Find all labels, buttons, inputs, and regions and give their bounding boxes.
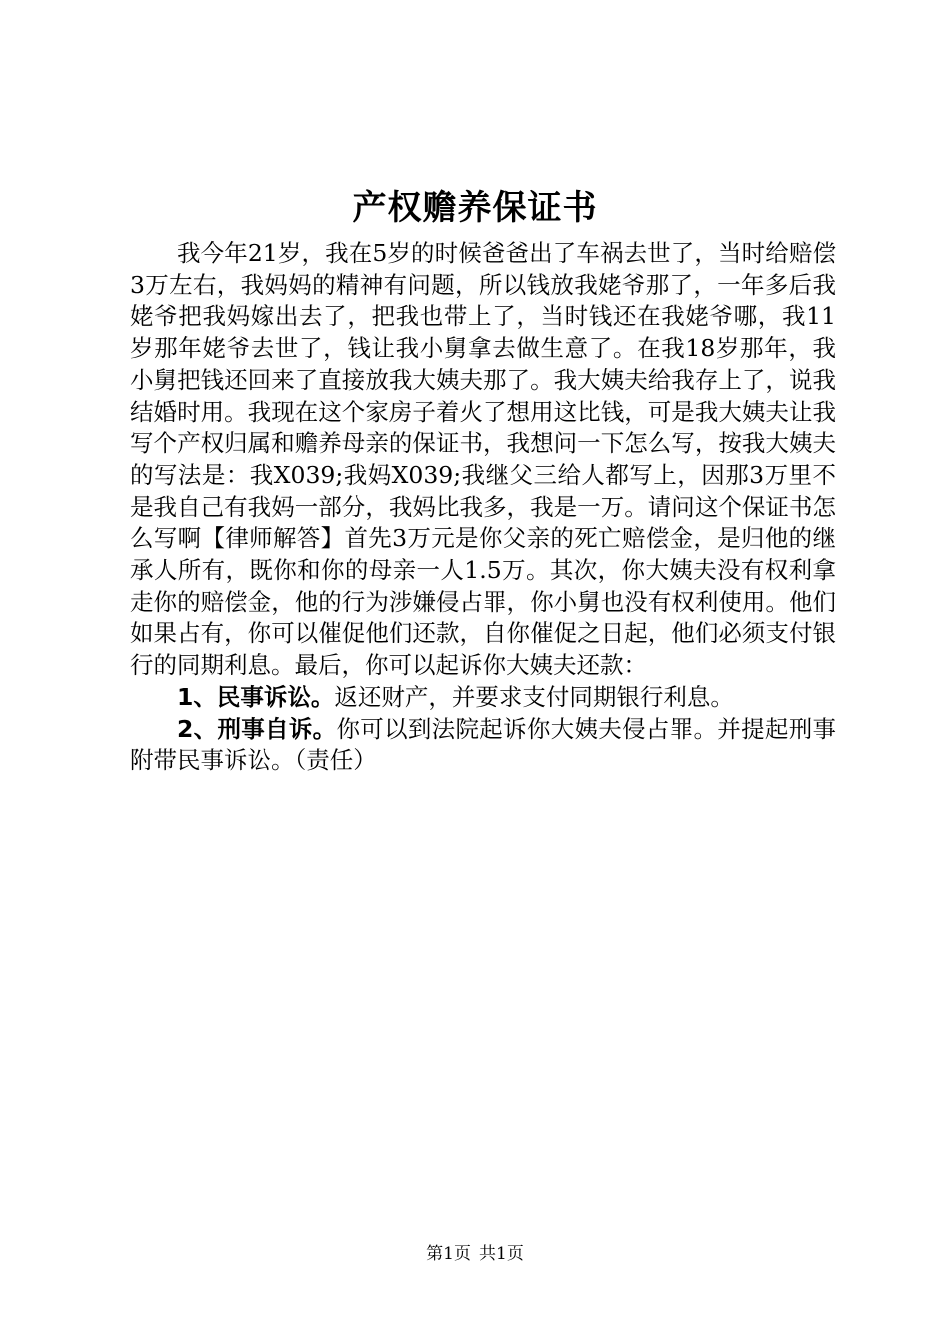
page-footer bbox=[0, 1243, 950, 1265]
item-text-civil: 返还财产，并要求支付同期银行利息。 bbox=[334, 682, 734, 711]
page-number: 第1页 bbox=[426, 1244, 471, 1264]
item-heading-civil: 1、民事诉讼。 bbox=[177, 682, 335, 711]
item-text-criminal: 你可以到法院起诉你大姨夫侵占罪。并提起刑事附带民事诉讼。（责任） bbox=[130, 714, 836, 775]
document-title: 产权赡养保证书 bbox=[352, 188, 598, 228]
document-body bbox=[130, 238, 836, 777]
page-total: 共1页 bbox=[479, 1244, 524, 1264]
list-item-criminal-suit bbox=[130, 714, 836, 777]
item-heading-criminal: 2、刑事自诉。 bbox=[177, 714, 337, 743]
main-paragraph: 我今年21岁，我在5岁的时候爸爸出了车祸去世了，当时给赔偿3万左右，我妈妈的精神有问题，所以钱放我姥爷那了，一年多后我姥爷把我妈嫁出去了，把我也带上了，当时钱还在我姥爷哪，我11岁那年姥爷去世了，钱让我小舅拿去做生意了。在我18岁那年，我小舅把钱还回来了直接放我大姨夫那了。我大姨夫给我存上了，说我结婚时用。我现在这个家房子着火了想用这比钱，可是我大姨夫让我写个产权归属和赡养母亲的保证书，我想问一下怎么写，按我大姨夫的写法是：我X039;我妈X039;我继父三给人都写上，因那3万里不是我自己有我妈一部分，我妈比我多，我是一万。请问这个保证书怎么写啊【律师解答】首先3万元是你父亲的死亡赔偿金，是归他的继承人所有，既你和你的母亲一人1.5万。其次，你大姨夫没有权利拿走你的赔偿金，他的行为涉嫌侵占罪，你小舅也没有权利使用。他们如果占有，你可以催促他们还款，自你催促之日起，他们必须支付银行的同期利息。最后，你可以起诉你大姨夫还款： bbox=[130, 239, 836, 680]
list-item-civil-suit bbox=[130, 682, 836, 714]
